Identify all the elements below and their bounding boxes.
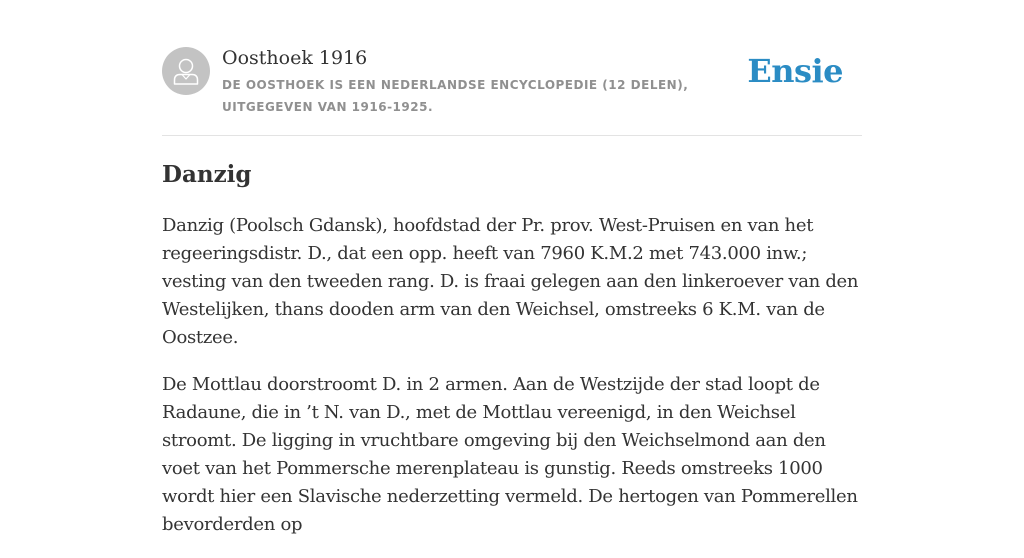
- article-paragraph: Danzig (Poolsch Gdansk), hoofdstad der Pr. prov. West-Pruisen en van het regeeringsdistr. D., dat een opp. heeft van 7960 K.M.2 met 743.000 inw.; vesting van den tweeden rang. D. is fraai gelegen aan den linkeroever van den Westelijken, thans dooden arm van den Weichsel, omstreeks 6 K.M. van de Oostzee.: [162, 215, 859, 348]
- source-title[interactable]: Oosthoek 1916: [222, 47, 368, 69]
- article-paragraph: De Mottlau doorstroomt D. in 2 armen. Aan de Westzijde der stad loopt de Radaune, die in ’t N. van D., met de Mottlau vereenigd, in den Weichsel stroomt. De ligging in vruchtbare omgeving bij den Weichselmond aan den voet van het Pommersche merenplateau is gunstig. Reeds omstreeks 1000 wordt hier een Slavische nederzetting vermeld. De hertogen van Pommerellen bevorderden op: [162, 374, 858, 535]
- article-body: [162, 212, 862, 558]
- source-avatar[interactable]: [162, 47, 210, 95]
- ensie-logo[interactable]: Ensie: [747, 52, 843, 90]
- source-description: DE OOSTHOEK IS EEN NEDERLANDSE ENCYCLOPEDIE (12 DELEN), UITGEGEVEN VAN 1916-1925.: [222, 78, 689, 114]
- source-info: [222, 46, 762, 118]
- person-icon: [162, 47, 210, 95]
- article-title: Danzig: [162, 161, 252, 188]
- page: [162, 0, 862, 535]
- source-header: [162, 46, 862, 136]
